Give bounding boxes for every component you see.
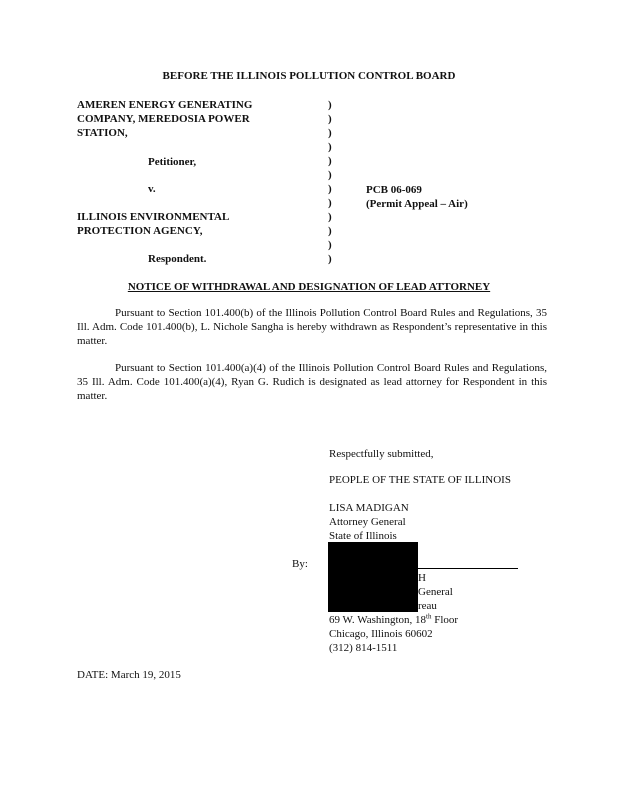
- caption-separator: ): [328, 155, 332, 167]
- petitioner-line-3: STATION,: [77, 127, 128, 139]
- caption-separator: ): [328, 183, 332, 195]
- state-line: State of Illinois: [329, 530, 397, 542]
- caption-separator: ): [328, 253, 332, 265]
- address-line-1: [329, 614, 458, 626]
- address-street: 69 W. Washington, 18: [329, 614, 427, 626]
- case-type: (Permit Appeal – Air): [366, 198, 468, 210]
- redaction-box: [328, 542, 418, 612]
- signer-partial-line-2: General: [418, 586, 453, 598]
- attorney-general-title: Attorney General: [329, 516, 406, 528]
- address-ordinal: th: [426, 612, 432, 621]
- case-number: PCB 06-069: [366, 184, 422, 196]
- caption-separator: ): [328, 197, 332, 209]
- petitioner-role: Petitioner,: [148, 156, 197, 168]
- caption-separator: ): [328, 99, 332, 111]
- notice-title: NOTICE OF WITHDRAWAL AND DESIGNATION OF LEAD ATTORNEY: [127, 281, 491, 293]
- body-paragraph-1: Pursuant to Section 101.400(b) of the Illinois Pollution Control Board Rules and Regulations, 35 Ill. Adm. Code 101.400(b), L. Nichole Sangha is hereby withdrawn as Respondent’s representative in this matter.: [77, 307, 547, 347]
- petitioner-line-2: COMPANY, MEREDOSIA POWER: [77, 113, 250, 125]
- closing: Respectfully submitted,: [329, 448, 434, 460]
- respondent-line-2: PROTECTION AGENCY,: [77, 225, 203, 237]
- court-heading: BEFORE THE ILLINOIS POLLUTION CONTROL BOARD: [162, 70, 456, 82]
- caption-separator: ): [328, 225, 332, 237]
- signer-partial-line-3: reau: [418, 600, 437, 612]
- caption-separator: ): [328, 239, 332, 251]
- address-floor: Floor: [431, 614, 459, 626]
- signer-partial-line-1: H: [418, 572, 426, 584]
- caption-separator: ): [328, 127, 332, 139]
- versus-label: v.: [148, 183, 156, 195]
- by-label: By:: [292, 558, 308, 570]
- people-line: PEOPLE OF THE STATE OF ILLINOIS: [329, 474, 511, 486]
- caption-separator: ): [328, 141, 332, 153]
- caption-separator: ): [328, 169, 332, 181]
- petitioner-line-1: AMEREN ENERGY GENERATING: [77, 99, 253, 111]
- address-line-2: Chicago, Illinois 60602: [329, 628, 433, 640]
- respondent-role: Respondent.: [148, 253, 207, 265]
- phone-number: (312) 814-1511: [329, 642, 398, 654]
- date-line: DATE: March 19, 2015: [77, 669, 181, 681]
- caption-separator: ): [328, 211, 332, 223]
- attorney-general-name: LISA MADIGAN: [329, 502, 409, 514]
- respondent-line-1: ILLINOIS ENVIRONMENTAL: [77, 211, 230, 223]
- caption-separator: ): [328, 113, 332, 125]
- body-paragraph-2: Pursuant to Section 101.400(a)(4) of the Illinois Pollution Control Board Rules and Regulations, 35 Ill. Adm. Code 101.400(a)(4), Ryan G. Rudich is designated as lead attorney for Respondent in this matter.: [77, 362, 547, 402]
